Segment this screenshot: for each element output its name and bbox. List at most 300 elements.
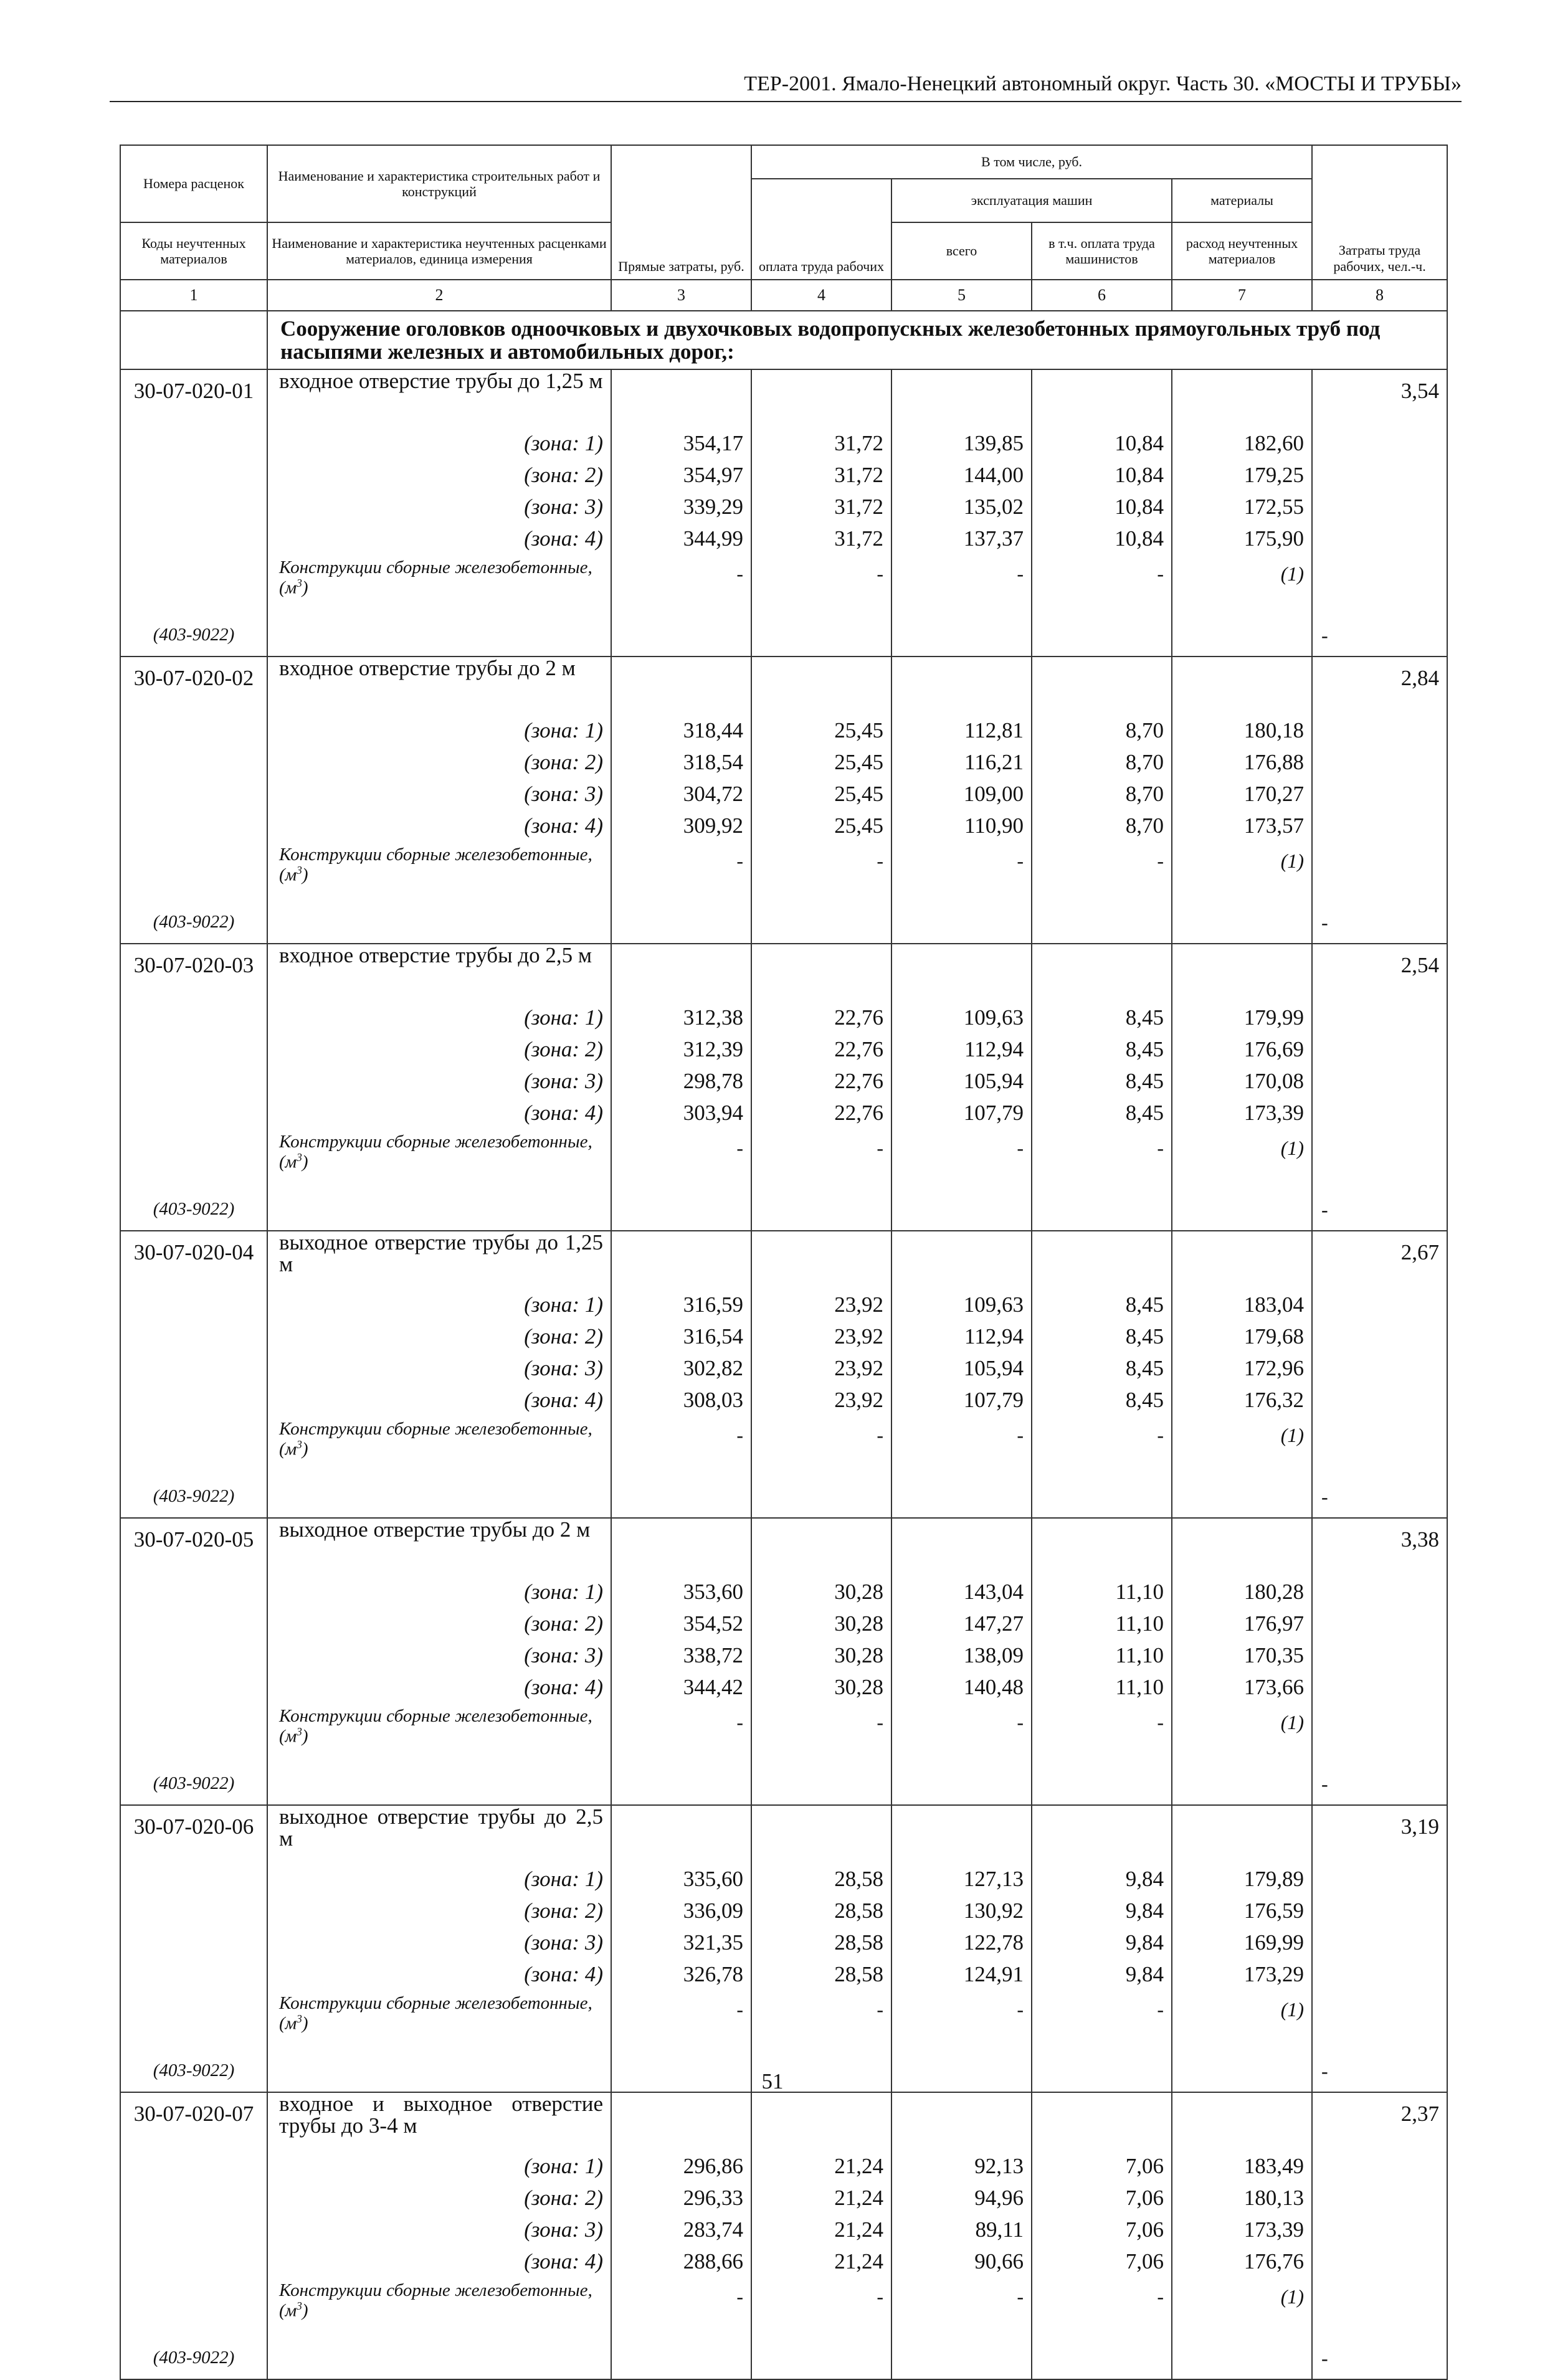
labor-pay-cell xyxy=(751,1231,891,1518)
spacer xyxy=(1032,1519,1171,1576)
col-2-bottom-header: Наименование и характеристика неучтенных расценками материалов, единица измерения xyxy=(267,222,611,280)
col-number: 2 xyxy=(267,280,611,311)
direct-cost-value: 298,78 xyxy=(683,1068,743,1093)
machines-total-value: 139,85 xyxy=(963,430,1024,455)
spacer xyxy=(1172,370,1311,427)
materials-cost-value: 173,39 xyxy=(1243,1100,1305,1125)
machines-total-value: 94,96 xyxy=(974,2185,1024,2210)
materials-cost-value: 172,96 xyxy=(1243,1355,1305,1380)
col-materials-unaccounted-header: расход неучтенных материалов xyxy=(1172,222,1312,280)
machines-total-value: 124,91 xyxy=(963,1961,1024,1986)
labor-pay-value: 30,28 xyxy=(834,1674,883,1699)
materials-cost-value: 170,27 xyxy=(1243,781,1305,806)
material-value: - xyxy=(736,1424,743,1446)
materials-cost-value: 169,99 xyxy=(1243,1930,1305,1955)
labor-pay-value: 30,28 xyxy=(834,1579,883,1604)
material-labor-value: - xyxy=(1321,2060,1328,2082)
labor-cost: 2,54 xyxy=(1400,952,1440,977)
machines-total-value: 127,13 xyxy=(963,1866,1024,1891)
labor-pay-value: 21,24 xyxy=(834,2185,883,2210)
material-value: - xyxy=(1017,1998,1024,2021)
labor-pay-value: 22,76 xyxy=(834,1005,883,1030)
materials-cost-value: 180,28 xyxy=(1243,1579,1305,1604)
labor-pay-value: 25,45 xyxy=(834,813,883,838)
zone-label: (зона: 3) xyxy=(524,1355,603,1380)
labor-pay-cell xyxy=(751,657,891,944)
material-name xyxy=(268,554,611,598)
labor-pay-value: 22,76 xyxy=(834,1100,883,1125)
material-code: (403-9022) xyxy=(153,2060,235,2080)
materials-cost-cell xyxy=(1172,1805,1312,2092)
rate-code-cell xyxy=(120,1231,267,1518)
materials-cost-value: 173,57 xyxy=(1243,813,1305,838)
col-machinist-pay-header: в т.ч. оплата труда машинистов xyxy=(1032,222,1172,280)
machinist-pay-value: 11,10 xyxy=(1115,1643,1164,1667)
labor-cost-cell xyxy=(1312,657,1447,944)
zone-label: (зона: 4) xyxy=(524,1961,603,1986)
spacer xyxy=(1172,657,1311,714)
labor-pay-value: 31,72 xyxy=(834,462,883,487)
materials-cost-value: 180,13 xyxy=(1243,2185,1305,2210)
machinist-pay-cell xyxy=(1032,2092,1172,2379)
labor-pay-value: 30,28 xyxy=(834,1611,883,1636)
machinist-pay-value: 7,06 xyxy=(1125,2249,1164,2273)
material-labor-value: - xyxy=(1321,1486,1328,1508)
machinist-pay-value: 8,45 xyxy=(1125,1324,1164,1349)
materials-cost-value: 179,89 xyxy=(1243,1866,1305,1891)
rate-code: 30-07-020-02 xyxy=(133,665,254,690)
zone-label: (зона: 1) xyxy=(524,2153,603,2178)
material-value: - xyxy=(1017,1711,1024,1733)
material-labor-value: - xyxy=(1321,2347,1328,2369)
labor-pay-value: 25,45 xyxy=(834,718,883,742)
machinist-pay-value: 8,70 xyxy=(1125,749,1164,774)
machines-total-value: 109,63 xyxy=(963,1292,1024,1317)
zone-label: (зона: 2) xyxy=(524,2185,603,2210)
rate-row xyxy=(120,1805,1447,2092)
material-code: (403-9022) xyxy=(153,1773,235,1793)
rate-name-cell xyxy=(267,369,611,657)
material-value: - xyxy=(736,1711,743,1733)
material-name-text: Конструкции сборные железобетонные, (м xyxy=(279,1705,592,1747)
labor-pay-cell xyxy=(751,944,891,1231)
materials-cost-value: 176,59 xyxy=(1243,1898,1305,1923)
spacer xyxy=(752,1806,891,1863)
col-1-bottom-header: Коды неучтенных материалов xyxy=(120,222,267,280)
machinist-pay-cell xyxy=(1032,1231,1172,1518)
col-labor-costs-header: Затраты труда рабочих, чел.-ч. xyxy=(1312,145,1447,280)
material-labor-value: - xyxy=(1321,624,1328,647)
material-labor-value: - xyxy=(1321,911,1328,934)
rate-name: выходное отверстие трубы до 1,25 м xyxy=(279,1230,603,1277)
spacer xyxy=(892,1519,1031,1576)
zone-label: (зона: 4) xyxy=(524,1100,603,1125)
material-labor-value: - xyxy=(1321,1198,1328,1221)
rate-code: 30-07-020-07 xyxy=(133,2101,254,2126)
labor-pay-value: 28,58 xyxy=(834,1866,883,1891)
rate-name: выходное отверстие трубы до 2 м xyxy=(279,1517,591,1542)
materials-cost-value: 179,25 xyxy=(1243,462,1305,487)
material-name xyxy=(268,1990,611,2034)
material-name-text: Конструкции сборные железобетонные, (м xyxy=(279,1418,592,1460)
materials-cost-value: 172,55 xyxy=(1243,494,1305,519)
direct-cost-value: 303,94 xyxy=(683,1100,743,1125)
rate-code: 30-07-020-06 xyxy=(133,1814,254,1839)
labor-cost: 3,54 xyxy=(1400,378,1440,403)
material-name-text: Конструкции сборные железобетонные, (м xyxy=(279,1993,592,2034)
material-value: - xyxy=(1017,562,1024,585)
materials-cost-cell xyxy=(1172,657,1312,944)
spacer xyxy=(1172,1519,1311,1576)
material-value: - xyxy=(1157,1998,1164,2021)
material-value: - xyxy=(1017,2285,1024,2308)
zone-label: (зона: 1) xyxy=(524,1292,603,1317)
labor-cost: 3,38 xyxy=(1400,1527,1440,1552)
labor-pay-value: 28,58 xyxy=(834,1961,883,1986)
direct-cost-value: 339,29 xyxy=(683,494,743,519)
rate-name: входное и выходное отверстие трубы до 3-4 м xyxy=(279,2091,603,2138)
direct-cost-cell xyxy=(611,2092,751,2379)
rate-row xyxy=(120,944,1447,1231)
material-code: (403-9022) xyxy=(153,1486,235,1506)
spacer xyxy=(612,944,751,1002)
material-value: (1) xyxy=(1280,1424,1305,1446)
material-code: (403-9022) xyxy=(153,1198,235,1219)
machinist-pay-cell xyxy=(1032,1518,1172,1805)
spacer xyxy=(1172,1231,1311,1289)
material-name-close: ) xyxy=(302,865,308,886)
col-number: 8 xyxy=(1312,280,1447,311)
direct-cost-value: 335,60 xyxy=(683,1866,743,1891)
direct-cost-cell xyxy=(611,657,751,944)
direct-cost-value: 321,35 xyxy=(683,1930,743,1955)
direct-cost-value: 288,66 xyxy=(683,2249,743,2273)
labor-pay-value: 31,72 xyxy=(834,430,883,455)
machines-total-value: 105,94 xyxy=(963,1068,1024,1093)
zone-label: (зона: 3) xyxy=(524,1068,603,1093)
spacer xyxy=(892,1806,1031,1863)
rate-name: входное отверстие трубы до 2,5 м xyxy=(279,942,592,967)
machines-total-value: 109,63 xyxy=(963,1005,1024,1030)
labor-cost: 2,67 xyxy=(1400,1240,1440,1264)
rate-row xyxy=(120,1518,1447,1805)
machines-total-value: 107,79 xyxy=(963,1100,1024,1125)
labor-cost-cell xyxy=(1312,944,1447,1231)
machines-total-value: 112,94 xyxy=(964,1324,1024,1349)
machinist-pay-value: 9,84 xyxy=(1125,1898,1164,1923)
zone-label: (зона: 4) xyxy=(524,2249,603,2273)
material-name-close: ) xyxy=(302,1439,308,1460)
zone-label: (зона: 2) xyxy=(524,1036,603,1061)
col-direct-costs-header: Прямые затраты, руб. xyxy=(611,145,751,280)
spacer xyxy=(1172,1806,1311,1863)
material-value: - xyxy=(736,1998,743,2021)
rate-name-cell xyxy=(267,944,611,1231)
machines-total-value: 144,00 xyxy=(963,462,1024,487)
material-unit-power: 3 xyxy=(297,864,302,877)
zone-label: (зона: 4) xyxy=(524,526,603,551)
spacer xyxy=(752,657,891,714)
labor-pay-value: 28,58 xyxy=(834,1898,883,1923)
direct-cost-value: 338,72 xyxy=(683,1643,743,1667)
machines-total-cell xyxy=(891,1805,1032,2092)
spacer xyxy=(1172,2093,1311,2150)
spacer xyxy=(892,657,1031,714)
material-name-text: Конструкции сборные железобетонные, (м xyxy=(279,2280,592,2321)
machines-total-cell xyxy=(891,369,1032,657)
material-code: (403-9022) xyxy=(153,624,235,645)
zone-label: (зона: 3) xyxy=(524,1930,603,1955)
machinist-pay-cell xyxy=(1032,944,1172,1231)
machines-total-value: 138,09 xyxy=(963,1643,1024,1667)
machinist-pay-value: 8,45 xyxy=(1125,1387,1164,1412)
spacer xyxy=(1032,1806,1171,1863)
direct-cost-value: 308,03 xyxy=(683,1387,743,1412)
material-name xyxy=(268,1703,611,1747)
machinist-pay-value: 8,45 xyxy=(1125,1355,1164,1380)
direct-cost-value: 302,82 xyxy=(683,1355,743,1380)
rate-name-cell xyxy=(267,2092,611,2379)
material-value: - xyxy=(1157,1711,1164,1733)
rate-name: входное отверстие трубы до 1,25 м xyxy=(279,368,603,393)
machines-total-value: 135,02 xyxy=(963,494,1024,519)
materials-cost-value: 180,18 xyxy=(1243,718,1305,742)
zone-label: (зона: 1) xyxy=(524,1005,603,1030)
machinist-pay-value: 8,45 xyxy=(1125,1068,1164,1093)
spacer xyxy=(612,2093,751,2150)
direct-cost-value: 336,09 xyxy=(683,1898,743,1923)
rate-name: входное отверстие трубы до 2 м xyxy=(279,655,576,680)
labor-pay-value: 23,92 xyxy=(834,1292,883,1317)
direct-cost-value: 354,52 xyxy=(683,1611,743,1636)
zone-label: (зона: 2) xyxy=(524,462,603,487)
direct-cost-value: 316,59 xyxy=(683,1292,743,1317)
materials-cost-value: 170,35 xyxy=(1243,1643,1305,1667)
material-value: - xyxy=(1157,2285,1164,2308)
machinist-pay-value: 10,84 xyxy=(1115,526,1164,551)
spacer xyxy=(1032,944,1171,1002)
labor-cost-cell xyxy=(1312,1518,1447,1805)
machines-total-value: 89,11 xyxy=(975,2217,1024,2242)
spacer xyxy=(612,1231,751,1289)
material-name-text: Конструкции сборные железобетонные, (м xyxy=(279,1131,592,1173)
materials-cost-value: 173,39 xyxy=(1243,2217,1305,2242)
labor-cost: 2,84 xyxy=(1400,665,1440,690)
direct-cost-value: 304,72 xyxy=(683,781,743,806)
rate-code-cell xyxy=(120,1518,267,1805)
materials-cost-value: 175,90 xyxy=(1243,526,1305,551)
col-including-header: В том числе, руб. xyxy=(751,145,1312,179)
spacer xyxy=(612,1519,751,1576)
rate-name: выходное отверстие трубы до 2,5 м xyxy=(279,1804,603,1851)
machines-total-cell xyxy=(891,2092,1032,2379)
zone-label: (зона: 4) xyxy=(524,813,603,838)
machinist-pay-value: 8,70 xyxy=(1125,813,1164,838)
materials-cost-value: 173,29 xyxy=(1243,1961,1305,1986)
material-value: - xyxy=(736,2285,743,2308)
machinist-pay-value: 8,45 xyxy=(1125,1100,1164,1125)
labor-pay-value: 23,92 xyxy=(834,1355,883,1380)
col-machines-total-header: всего xyxy=(891,222,1032,280)
spacer xyxy=(612,657,751,714)
machinist-pay-value: 10,84 xyxy=(1115,430,1164,455)
material-name-text: Конструкции сборные железобетонные, (м xyxy=(279,557,592,599)
material-labor-value: - xyxy=(1321,1773,1328,1795)
rate-name-cell xyxy=(267,1805,611,2092)
machinist-pay-value: 8,45 xyxy=(1125,1005,1164,1030)
materials-cost-cell xyxy=(1172,944,1312,1231)
material-name-close: ) xyxy=(302,2014,308,2034)
labor-pay-value: 22,76 xyxy=(834,1068,883,1093)
rate-code: 30-07-020-05 xyxy=(133,1527,254,1552)
material-unit-power: 3 xyxy=(297,1151,302,1164)
labor-pay-value: 30,28 xyxy=(834,1643,883,1667)
materials-cost-value: 183,04 xyxy=(1243,1292,1305,1317)
labor-cost-cell xyxy=(1312,2092,1447,2379)
material-value: - xyxy=(877,1137,883,1159)
direct-cost-cell xyxy=(611,369,751,657)
rate-code-cell xyxy=(120,657,267,944)
zone-label: (зона: 3) xyxy=(524,1643,603,1667)
machinist-pay-value: 8,45 xyxy=(1125,1036,1164,1061)
material-value: - xyxy=(1157,850,1164,872)
machinist-pay-value: 9,84 xyxy=(1125,1930,1164,1955)
labor-pay-value: 21,24 xyxy=(834,2153,883,2178)
machinist-pay-value: 11,10 xyxy=(1115,1674,1164,1699)
rate-code: 30-07-020-03 xyxy=(133,952,254,977)
labor-cost-cell xyxy=(1312,369,1447,657)
labor-pay-cell xyxy=(751,2092,891,2379)
direct-cost-value: 318,44 xyxy=(683,718,743,742)
rate-code-cell xyxy=(120,369,267,657)
labor-cost-cell xyxy=(1312,1805,1447,2092)
materials-cost-value: 176,32 xyxy=(1243,1387,1305,1412)
col-number: 4 xyxy=(751,280,891,311)
direct-cost-cell xyxy=(611,944,751,1231)
spacer xyxy=(1032,2093,1171,2150)
materials-cost-value: 176,69 xyxy=(1243,1036,1305,1061)
material-value: - xyxy=(877,562,883,585)
machines-total-value: 107,79 xyxy=(963,1387,1024,1412)
machines-total-value: 109,00 xyxy=(963,781,1024,806)
machines-total-cell xyxy=(891,1231,1032,1518)
material-value: - xyxy=(1157,1424,1164,1446)
material-value: - xyxy=(877,2285,883,2308)
direct-cost-value: 318,54 xyxy=(683,749,743,774)
material-name-close: ) xyxy=(302,1727,308,1747)
material-name xyxy=(268,1129,611,1172)
rate-row xyxy=(120,1231,1447,1518)
labor-pay-value: 22,76 xyxy=(834,1036,883,1061)
labor-pay-cell xyxy=(751,369,891,657)
col-number: 6 xyxy=(1032,280,1172,311)
col-rate-number-header: Номера расценок xyxy=(120,145,267,222)
material-value: - xyxy=(736,850,743,872)
material-value: (1) xyxy=(1280,562,1305,585)
zone-label: (зона: 2) xyxy=(524,1898,603,1923)
machinist-pay-value: 9,84 xyxy=(1125,1961,1164,1986)
rate-row xyxy=(120,369,1447,657)
material-value: - xyxy=(1017,1137,1024,1159)
rate-row xyxy=(120,657,1447,944)
machines-total-value: 147,27 xyxy=(963,1611,1024,1636)
materials-cost-value: 176,76 xyxy=(1243,2249,1305,2273)
labor-pay-value: 21,24 xyxy=(834,2217,883,2242)
zone-label: (зона: 1) xyxy=(524,430,603,455)
page-number: 51 xyxy=(761,2069,784,2093)
material-value: (1) xyxy=(1280,1711,1305,1733)
spacer xyxy=(1032,1231,1171,1289)
machinist-pay-value: 10,84 xyxy=(1115,494,1164,519)
labor-pay-cell xyxy=(751,1518,891,1805)
direct-cost-value: 312,39 xyxy=(683,1036,743,1061)
material-name-close: ) xyxy=(302,578,308,599)
machines-total-value: 140,48 xyxy=(963,1674,1024,1699)
machines-total-cell xyxy=(891,1518,1032,1805)
rate-name-cell xyxy=(267,1231,611,1518)
materials-cost-value: 170,08 xyxy=(1243,1068,1305,1093)
rate-code: 30-07-020-04 xyxy=(133,1240,254,1264)
materials-cost-value: 179,99 xyxy=(1243,1005,1305,1030)
labor-pay-value: 23,92 xyxy=(834,1387,883,1412)
direct-cost-value: 354,97 xyxy=(683,462,743,487)
zone-label: (зона: 2) xyxy=(524,1324,603,1349)
machinist-pay-value: 9,84 xyxy=(1125,1866,1164,1891)
zone-label: (зона: 3) xyxy=(524,2217,603,2242)
material-value: - xyxy=(1017,1424,1024,1446)
rate-code-cell xyxy=(120,944,267,1231)
running-header xyxy=(110,66,1462,102)
spacer xyxy=(612,1806,751,1863)
direct-cost-value: 283,74 xyxy=(683,2217,743,2242)
machinist-pay-value: 7,06 xyxy=(1125,2217,1164,2242)
labor-pay-value: 21,24 xyxy=(834,2249,883,2273)
labor-cost: 2,37 xyxy=(1400,2101,1440,2126)
direct-cost-value: 316,54 xyxy=(683,1324,743,1349)
spacer xyxy=(752,1231,891,1289)
machines-total-value: 105,94 xyxy=(963,1355,1024,1380)
zone-label: (зона: 2) xyxy=(524,749,603,774)
spacer xyxy=(892,370,1031,427)
rate-code-cell xyxy=(120,2092,267,2379)
material-unit-power: 3 xyxy=(297,1725,302,1738)
col-machines-header: эксплуатация машин xyxy=(891,179,1172,222)
machinist-pay-value: 7,06 xyxy=(1125,2153,1164,2178)
material-value: (1) xyxy=(1280,1998,1305,2021)
direct-cost-cell xyxy=(611,1231,751,1518)
materials-cost-cell xyxy=(1172,1231,1312,1518)
material-unit-power: 3 xyxy=(297,577,302,590)
spacer xyxy=(1032,657,1171,714)
machinist-pay-cell xyxy=(1032,1805,1172,2092)
col-work-name-header: Наименование и характеристика строительных работ и конструкций xyxy=(267,145,611,222)
labor-pay-value: 25,45 xyxy=(834,781,883,806)
spacer xyxy=(892,2093,1031,2150)
direct-cost-value: 296,33 xyxy=(683,2185,743,2210)
material-code: (403-9022) xyxy=(153,911,235,932)
spacer xyxy=(612,370,751,427)
materials-cost-cell xyxy=(1172,1518,1312,1805)
material-unit-power: 3 xyxy=(297,1438,302,1451)
material-value: - xyxy=(877,1998,883,2021)
material-value: - xyxy=(736,562,743,585)
material-name-close: ) xyxy=(302,1152,308,1173)
material-unit-power: 3 xyxy=(297,2300,302,2313)
machinist-pay-value: 11,10 xyxy=(1115,1579,1164,1604)
col-number: 3 xyxy=(611,280,751,311)
machinist-pay-cell xyxy=(1032,369,1172,657)
direct-cost-value: 312,38 xyxy=(683,1005,743,1030)
